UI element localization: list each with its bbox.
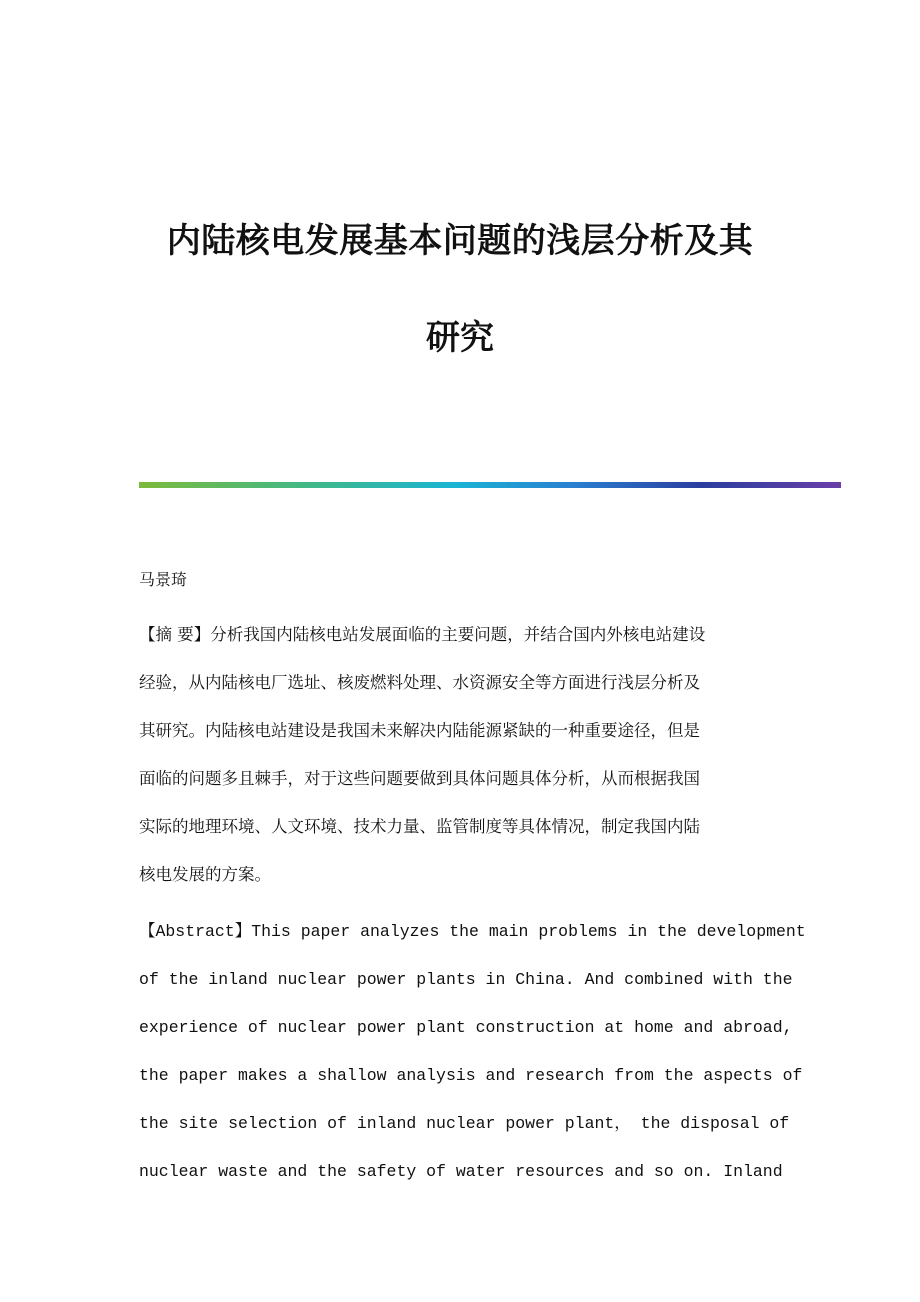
abstract-cn-line: 核电发展的方案。 (139, 865, 271, 884)
abstract-en-line: the paper makes a shallow analysis and research from the aspects of (139, 1066, 803, 1085)
abstract-en-line: experience of nuclear power plant construction at home and abroad, (139, 1018, 793, 1037)
title-line-2: 研究 (426, 318, 494, 358)
abstract-english (139, 920, 806, 1208)
gradient-divider (139, 482, 841, 488)
abstract-chinese (139, 623, 789, 911)
abstract-cn-line: 【摘 要】分析我国内陆核电站发展面临的主要问题，并结合国内外核电站建设 (139, 625, 706, 644)
abstract-cn-line: 面临的问题多且棘手，对于这些问题要做到具体问题具体分析，从而根据我国 (139, 769, 700, 788)
abstract-cn-line: 实际的地理环境、人文环境、技术力量、监管制度等具体情况，制定我国内陆 (139, 817, 700, 836)
abstract-cn-line: 经验，从内陆核电厂选址、核废燃料处理、水资源安全等方面进行浅层分析及 (139, 673, 700, 692)
abstract-en-line: 【Abstract】This paper analyzes the main problems in the development (139, 922, 806, 941)
title-line-1: 内陆核电发展基本问题的浅层分析及其 (166, 221, 754, 261)
abstract-en-line: nuclear waste and the safety of water resources and so on. Inland (139, 1162, 783, 1181)
abstract-en-line: the site selection of inland nuclear power plant， the disposal of (139, 1114, 790, 1133)
abstract-cn-line: 其研究。内陆核电站建设是我国未来解决内陆能源紧缺的一种重要途径，但是 (139, 721, 700, 740)
abstract-en-line: of the inland nuclear power plants in China. And combined with the (139, 970, 793, 989)
author-name: 马景琦 (139, 570, 188, 589)
